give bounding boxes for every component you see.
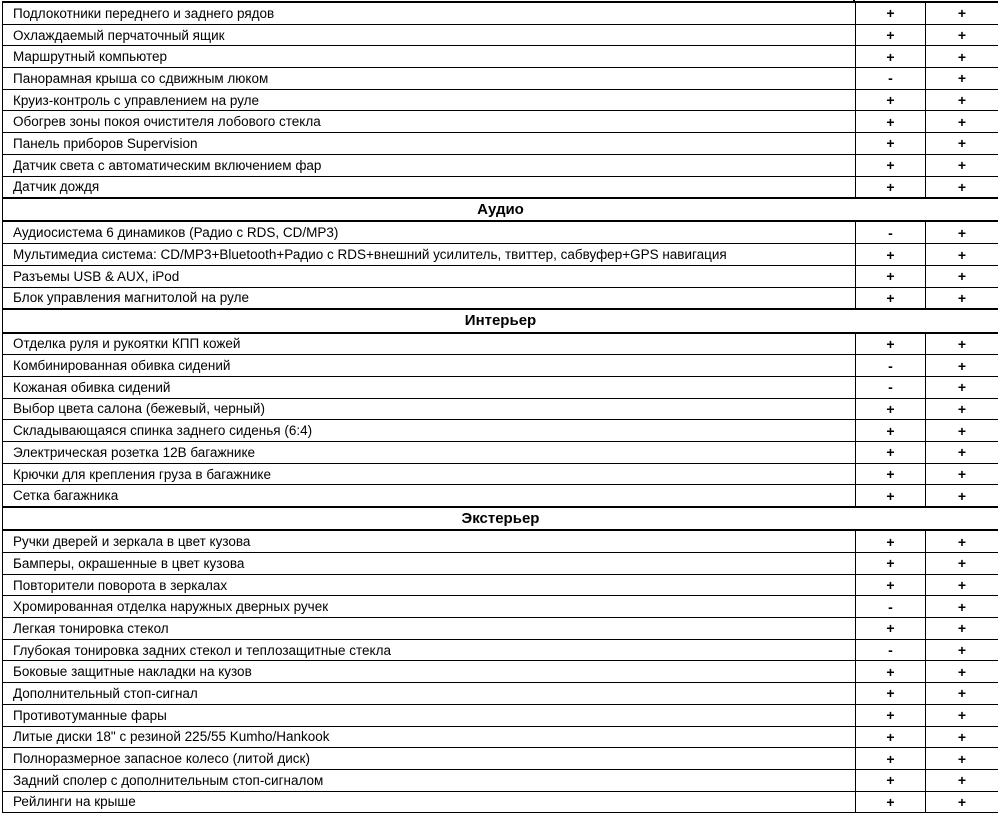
feature-cell: Круиз-контроль с управлением на руле xyxy=(13,92,260,108)
table-row xyxy=(3,90,998,112)
value-cell-2: + xyxy=(925,596,998,617)
feature-cell: Охлаждаемый перчаточный ящик xyxy=(13,27,225,43)
table-row xyxy=(3,442,998,464)
table-row xyxy=(3,399,998,421)
value-cell-2: + xyxy=(925,288,998,309)
value-cell-1: + xyxy=(855,792,925,813)
value-cell-2: + xyxy=(925,355,998,376)
section-header-label: Аудио xyxy=(477,201,524,219)
feature-cell: Панель приборов Supervision xyxy=(13,135,198,151)
table-row xyxy=(3,485,998,507)
table-row xyxy=(3,640,998,662)
table-row xyxy=(3,618,998,640)
value-cell-1: + xyxy=(855,334,925,355)
section-header-row xyxy=(3,198,998,222)
value-cell-1: + xyxy=(855,727,925,748)
feature-cell: Сетка багажника xyxy=(13,488,119,504)
feature-cell: Складывающаяся спинка заднего сиденья (6:4) xyxy=(13,423,313,439)
value-cell-2: + xyxy=(925,244,998,265)
feature-cell: Задний сполер с дополнительным стоп-сигналом xyxy=(13,772,324,788)
feature-cell: Блок управления магнитолой на руле xyxy=(13,290,249,306)
value-cell-2: + xyxy=(925,727,998,748)
table-row xyxy=(3,25,998,47)
value-cell-2: + xyxy=(925,575,998,596)
value-cell-2: + xyxy=(925,683,998,704)
value-cell-2: + xyxy=(925,111,998,132)
feature-cell: Комбинированная обивка сидений xyxy=(13,358,231,374)
table-row xyxy=(3,596,998,618)
table-row xyxy=(3,661,998,683)
feature-cell: Датчик света с автоматическим включением фар xyxy=(13,157,322,173)
feature-cell: Легкая тонировка стекол xyxy=(13,620,169,636)
value-cell-1: + xyxy=(855,575,925,596)
value-cell-1: + xyxy=(855,464,925,485)
value-cell-1: + xyxy=(855,748,925,769)
value-cell-1: - xyxy=(855,377,925,398)
value-cell-1: - xyxy=(855,596,925,617)
value-cell-1: + xyxy=(855,25,925,46)
feature-cell: Противотуманные фары xyxy=(13,707,167,723)
value-cell-1: + xyxy=(855,485,925,506)
table-row xyxy=(3,575,998,597)
feature-cell: Боковые защитные накладки на кузов xyxy=(13,664,252,680)
value-cell-2: + xyxy=(925,377,998,398)
table-row xyxy=(3,334,998,356)
value-cell-1: + xyxy=(855,705,925,726)
value-cell-1: + xyxy=(855,177,925,198)
section-header-label: Интерьер xyxy=(464,312,537,330)
value-cell-2: + xyxy=(925,90,998,111)
value-cell-2: + xyxy=(925,133,998,154)
table-row xyxy=(3,683,998,705)
value-cell-2: + xyxy=(925,25,998,46)
table-row xyxy=(3,705,998,727)
table-row xyxy=(3,748,998,770)
feature-cell: Разъемы USB & AUX, iPod xyxy=(13,268,180,284)
table-row xyxy=(3,111,998,133)
value-cell-2: + xyxy=(925,68,998,89)
value-cell-1: + xyxy=(855,3,925,24)
section-header-row xyxy=(3,309,998,333)
value-cell-2: + xyxy=(925,442,998,463)
value-cell-2: + xyxy=(925,399,998,420)
value-cell-2: + xyxy=(925,748,998,769)
feature-cell: Маршрутный компьютер xyxy=(13,49,168,65)
value-cell-1: + xyxy=(855,90,925,111)
value-cell-1: + xyxy=(855,661,925,682)
feature-cell: Ручки дверей и зеркала в цвет кузова xyxy=(13,534,251,550)
value-cell-2: + xyxy=(925,266,998,287)
feature-cell: Дополнительный стоп-сигнал xyxy=(13,685,198,701)
feature-cell: Крючки для крепления груза в багажнике xyxy=(13,466,271,482)
value-cell-1: + xyxy=(855,266,925,287)
feature-cell: Подлокотники переднего и заднего рядов xyxy=(13,5,275,21)
table-row xyxy=(3,727,998,749)
value-cell-2: + xyxy=(925,420,998,441)
feature-cell: Полноразмерное запасное колесо (литой диск) xyxy=(13,751,310,767)
table-row xyxy=(3,244,998,266)
feature-cell: Обогрев зоны покоя очистителя лобового стекла xyxy=(13,114,321,130)
value-cell-1: + xyxy=(855,553,925,574)
feature-cell: Выбор цвета салона (бежевый, черный) xyxy=(13,401,265,417)
table-row xyxy=(3,155,998,177)
feature-cell: Датчик дождя xyxy=(13,179,100,195)
feature-cell: Хромированная отделка наружных дверных ручек xyxy=(13,599,329,615)
feature-cell: Повторители поворота в зеркалах xyxy=(13,577,228,593)
feature-cell: Отделка руля и рукоятки КПП кожей xyxy=(13,336,241,352)
feature-cell: Кожаная обивка сидений xyxy=(13,379,171,395)
table-row xyxy=(3,792,998,814)
value-cell-1: + xyxy=(855,46,925,67)
table-row xyxy=(3,288,998,310)
table-row xyxy=(3,177,998,199)
section-header-label: Экстерьер xyxy=(461,510,540,528)
value-cell-1: - xyxy=(855,355,925,376)
feature-cell: Литые диски 18" с резиной 225/55 Kumho/Hankook xyxy=(13,729,330,745)
value-cell-2: + xyxy=(925,46,998,67)
value-cell-2: + xyxy=(925,640,998,661)
table-row xyxy=(3,222,998,244)
value-cell-2: + xyxy=(925,334,998,355)
value-cell-1: + xyxy=(855,442,925,463)
feature-cell: Электрическая розетка 12В багажнике xyxy=(13,444,256,460)
value-cell-2: + xyxy=(925,770,998,791)
section-header-row xyxy=(3,507,998,531)
value-cell-1: - xyxy=(855,68,925,89)
value-cell-2: + xyxy=(925,155,998,176)
table-row xyxy=(3,377,998,399)
value-cell-1: + xyxy=(855,420,925,441)
value-cell-1: + xyxy=(855,244,925,265)
table-row xyxy=(3,133,998,155)
table-row xyxy=(3,3,998,25)
value-cell-2: + xyxy=(925,485,998,506)
value-cell-1: + xyxy=(855,618,925,639)
table-row xyxy=(3,553,998,575)
table-row xyxy=(3,46,998,68)
feature-cell: Глубокая тонировка задних стекол и теплозащитные стекла xyxy=(13,642,391,658)
value-cell-2: + xyxy=(925,553,998,574)
table-row xyxy=(3,420,998,442)
value-cell-2: + xyxy=(925,705,998,726)
value-cell-1: + xyxy=(855,155,925,176)
value-cell-2: + xyxy=(925,618,998,639)
value-cell-1: + xyxy=(855,531,925,552)
value-cell-1: - xyxy=(855,222,925,243)
table-row xyxy=(3,531,998,553)
value-cell-2: + xyxy=(925,531,998,552)
table-row xyxy=(3,355,998,377)
value-cell-1: + xyxy=(855,288,925,309)
value-cell-2: + xyxy=(925,3,998,24)
value-cell-1: + xyxy=(855,399,925,420)
value-cell-2: + xyxy=(925,222,998,243)
value-cell-2: + xyxy=(925,792,998,813)
value-cell-1: + xyxy=(855,111,925,132)
value-cell-1: + xyxy=(855,770,925,791)
table-row xyxy=(3,770,998,792)
feature-cell: Аудиосистема 6 динамиков (Радио с RDS, CD/MP3) xyxy=(13,225,339,241)
value-cell-2: + xyxy=(925,464,998,485)
value-cell-2: + xyxy=(925,177,998,198)
value-cell-1: - xyxy=(855,640,925,661)
value-cell-2: + xyxy=(925,661,998,682)
table-row xyxy=(3,464,998,486)
table-row xyxy=(3,68,998,90)
feature-cell: Бамперы, окрашенные в цвет кузова xyxy=(13,555,245,571)
value-cell-1: + xyxy=(855,133,925,154)
value-cell-1: + xyxy=(855,683,925,704)
feature-cell: Рейлинги на крыше xyxy=(13,794,136,810)
feature-cell: Панорамная крыша со сдвижным люком xyxy=(13,70,269,86)
table-row xyxy=(3,266,998,288)
car-features-table xyxy=(2,1,998,813)
feature-cell: Мультимедиа система: CD/MP3+Bluetooth+Радио с RDS+внешний усилитель, твиттер, сабвуфер+GPS навигация xyxy=(13,247,727,263)
